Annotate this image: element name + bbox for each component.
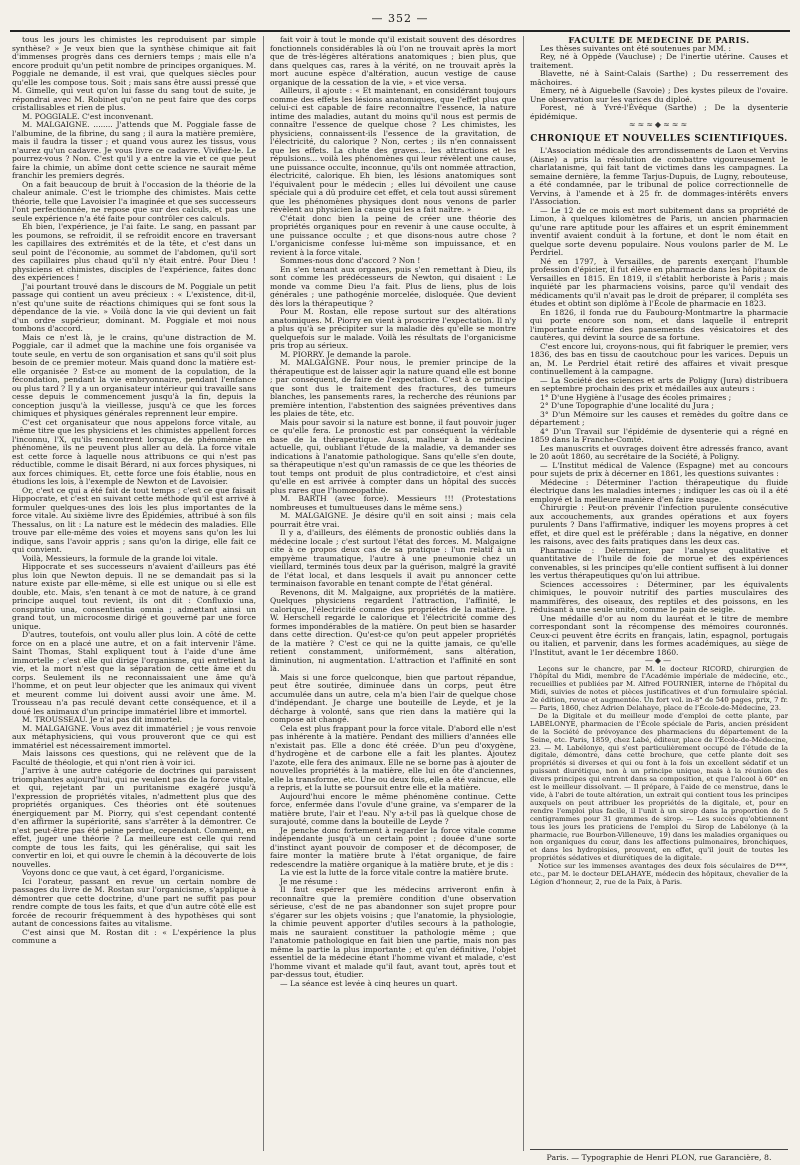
paragraph: Une médaille d'or au nom du lauréat et le titre de membre correspondant sont la récompense des mémoires couronnés. Ceux-ci peuvent être écrits en français, latin, espagnol, portugais ou italien, et parvenir, dans les formes académiques, au siège de l'Institut, avant le 1er décembre 1860. [530, 613, 788, 657]
paragraph: Forest, né à Yvré-l'Évêque (Sarthe) ; De la dysenterie épidémique. [530, 103, 788, 121]
paragraph: Notice sur les immenses avantages des deux fois séculaires de D***, etc., par M. le docteur DELAHAYE, médecin des hôpitaux, chevalier de la Légion d'honneur, 2, rue de la Paix, à Paris. [530, 862, 788, 886]
paragraph: 1° D'une Hygiène à l'usage des écoles primaires ; [540, 392, 732, 402]
paragraph: J'arrive à une autre catégorie de doctrines qui paraissent triomphantes aujourd'hui, qui ne veulent pas de la force vitale, et qui, rejetant par un puritanisme exagéré jusqu'à l'expression de propriétés vitales, n'admettent plus que des propriétés organiques. Ces théories ont été soutenues énergiquement par M. Piorry, qui s'est cependant contenté d'en affirmer la supériorité, sans s'arrêter à la démontrer. Ce n'est peut-être pas été peine perdue, cependant. Comment, en effet, juger une théorie ? La meilleure est celle qui rend compte de tous les faits, qui les généralise, qui sait les convertir en loi, et qui ouvre le chemin à la découverte de lois nouvelles. [12, 766, 256, 869]
paragraph: Or, c'est ce qui a été fait de tout temps ; c'est ce que faisait Hippocrate, et c'est en suivant cette méthode qu'il est arrivé à formuler quelques-unes des lois les plus importantes de la force vitale. Au sixième livre des Épidémies, attribué à son fils Thessalus, on lit : La nature est le médecin des maladies. Elle trouve par elle-même des voies et moyens sans qu'on les lui indique, sans l'avoir appris ; sans qu'on la dirige, elle fait ce qui convient. [12, 485, 256, 554]
paragraph: Je me résume : [280, 876, 338, 886]
paragraph: C'est encore lui, croyons-nous, qui fit fabriquer le premier, vers 1836, des bas en tissu de caoutchouc pour les varices. Depuis un an, M. Le Perdriel était retiré des affaires et vivait presque continuellement à la campagne. [530, 341, 788, 376]
paragraph: M. MALGAIGNE. Je désire qu'il en soit ainsi ; mais cela pourrait être vrai. [270, 511, 516, 529]
paragraph: Emery, né à Aiguebelle (Savoie) ; Des kystes pileux de l'ovaire. Une observation sur les varices du diploé. [530, 86, 788, 104]
paragraph: Blavette, né à Saint-Calais (Sarthe) ; Du resserrement des mâchoires. [530, 69, 788, 87]
paragraph: Les thèses suivantes ont été soutenues par MM. : [540, 43, 732, 53]
paragraph: C'était donc bien la peine de créer une théorie des propriétés organiques pour en revenir à une cause occulte, à une puissance occulte ; et que disons-nous autre chose ? L'organicisme confesse lui-même son impuissance, et en revient à la force vitale. [270, 213, 516, 257]
paragraph: M. MALGAIGNE. Pour nous, le premier principe de la thérapeutique est de laisser agir la nature quand elle est bonne ; par conséquent, de faire de l'expectation. C'est à ce principe que sont dus le traitement des fractures, des tumeurs blanches, les pansements rares, la recherche des réunions par première intention, l'abstention des saignées préventives dans les plaies de tête, etc. [270, 358, 516, 418]
paragraph: De la Digitale et du meilleur mode d'emploi de cette plante, par LABÉLONYE, pharmacien de l'École spéciale de Paris, ancien président de la Société de prévoyance des pharmaciens du département de la Seine, etc. Paris, 1859, chez Labé, éditeur, place de l'École-de-Médecine, 23. — M. Labélonye, qui s'est particulièrement occupé de l'étude de la digitale, démontre, dans cette brochure, que cette plante doit ses propriétés si diverses et qui ou font à la fois un excellent sédatif et un puissant diurétique, non à un principe unique, mais à la réunion des divers principes qui entrent dans sa composition, et que l'alcool à 60° en est le meilleur dissolvant. — Il prépare, à l'aide de ce menstrue, dans le vide, à l'abri de toute altération, un extrait qui contient tous les principes auxquels on peut attribuer les propriétés de la digitale, et, pour en rendre l'emploi plus facile, il l'unit à un sirop dans la proportion de 5 centigrammes pour 31 grammes de sirop. — Les succès qu'obtiennent tous les jours les praticiens de l'emploi du Sirop de Labélonye (à la pharmacie, rue Bourbon-Villeneuve, 19) dans les maladies organiques ou non organiques du cœur, dans les affections pulmonaires, bronchiques, et dans les hydropisies, prouvent, en effet, qu'il jouit de toutes les propriétés sédatives et diurétiques de la digitale. [530, 711, 788, 863]
paragraph: Pour M. Rostan, elle repose surtout sur des altérations anatomiques. M. Piorry en vient à proscrire l'expectation. Il n'y a plus qu'à se précipiter sur la maladie dès qu'elle se montre quelquefois sur le malade. Voilà les résultats de l'organicisme pris trop au sérieux. [270, 307, 516, 350]
paragraph: Sommes-nous donc d'accord ? Non ! [280, 256, 421, 265]
paragraph: Chirurgie : Peut-on prévenir l'infection purulente consécutive aux accouchements, aux grandes opérations et aux foyers purulents ? Dans l'affirmative, indiquer les moyens propres à cet effet, et dire quel est le préférable ; dans la négative, en donner les raisons, avec des faits pratiques dans les deux cas. [530, 503, 788, 546]
paragraph: M. MALGAIGNE. Vous avez dit immatériel ; je vous renvoie aux métaphysiciens, qui vous prouveront que ce qui est immatériel est nécessairement immortel. [12, 723, 256, 750]
paragraph: Médecine : Déterminer l'action thérapeutique du fluide électrique dans les maladies internes ; indiquer les cas où il a été employé et la meilleure manière d'en faire usage. [530, 477, 788, 504]
paragraph: M. PIORRY. Je demande la parole. [280, 349, 411, 359]
paragraph: — Le 12 de ce mois est mort subitement dans sa propriété de Limon, à quelques kilomètres de Paris, un ancien pharmacien qu'une rare aptitude pour les affaires et un esprit éminemment inventif avaient conduit à la fortune, et dont le nom était en quelque sorte devenu populaire. Nous voulons parler de M. Le Perdriel. [530, 205, 788, 257]
paragraph: — La séance est levée à cinq heures un quart. [280, 978, 458, 988]
paragraph: La vie est la lutte de la force vitale contre la matière brute. [280, 868, 509, 877]
paragraph: 4° D'un Travail sur l'épidémie de dysenterie qui a régné en 1859 dans la Franche-Comté. [530, 426, 788, 444]
paragraph: Voyons donc ce que vaut, à cet égard, l'organicisme. [22, 868, 225, 877]
paragraph: Mais laissons ces questions, qui ne relèvent que de la Faculté de théologie, et qui n'ont rien à voir ici. [12, 749, 256, 767]
paragraph: Aujourd'hui encore le même phénomène continue. Cette force, enfermée dans l'ovule d'une graine, va s'emparer de la matière brute, l'air et l'eau. N'y a-t-il pas là quelque chose de surajouté, comme dans la bouteille de Leyde ? [270, 791, 516, 826]
chronicle-section-title: CHRONIQUE ET NOUVELLES SCIENTIFIQUES. [530, 133, 788, 144]
paragraph: Je penche donc fortement à regarder la force vitale comme indépendante jusqu'à un certain point ; douée d'une sorte d'instinct ayant pouvoir de composer et de décomposer, de faire monter la matière brute à l'état organique, de faire redescendre la matière organique à la matière brute, et je dis : [270, 825, 516, 869]
printer-imprint: Paris. — Typographie de Henri PLON, rue Garancière, 8. [546, 1153, 772, 1162]
paragraph: 3° D'un Mémoire sur les causes et remèdes du goître dans ce département ; [530, 409, 788, 427]
paragraph: Mais ce n'est là, je le crains, qu'une distraction de M. Poggiale, car il admet que la machine une fois organisée va toute seule, en vertu de son organisation et sans qu'il soit plus besoin de ce premier moteur. Mais quand donc la matière est-elle organisée ? Est-ce au moment de la copulation, de la fécondation, pendant la vie embryonnaire, pendant l'enfance ou plus tard ? Il y a un organisateur intérieur qui travaille sans cesse depuis le commencement jusqu'à la fin, depuis la conception jusqu'à la vieillesse, jusqu'à ce que les forces chimiques et physiques générales reprennent leur empire. [12, 332, 256, 418]
paragraph: — L'Institut médical de Valence (Espagne) met au concours pour sujets de prix à décerner en 1861, les questions suivantes : [530, 460, 788, 478]
paragraph: Les manuscrits et ouvrages doivent être adressés franco, avant le 20 août 1860, au secrétaire de la Société, à Poligny. [530, 443, 788, 461]
paragraph: — La Société des sciences et arts de Poligny (Jura) distribuera en septembre prochain des prix et médailles aux auteurs : [530, 375, 788, 393]
section-ornament: —◆— [644, 656, 674, 665]
paragraph: Rey, né à Oppède (Vaucluse) ; De l'inertie utérine. Causes et traitement. [530, 52, 788, 70]
paragraph: M. BARTH (avec force). Messieurs !!! (Protestations nombreuses et tumultueuses dans le même sens.) [270, 494, 516, 512]
paragraph: C'est cet organisateur que nous appelons force vitale, au même titre que les physiciens et les chimistes appellent forces l'inconnu, l'X, qu'ils rencontrent lorsque, de phénomène en phénomène, ils ne peuvent plus aller au delà. La force vitale est cette force à laquelle nous attribuons ce qui n'est pas réductible, comme le disait Bérard, ni aux forces physiques, ni aux forces chimiques. Et, cette force une fois établie, nous en étudions les lois, à l'exemple de Newton et de Lavoisier. [12, 417, 256, 486]
paragraph: Eh bien, l'expérience, je l'ai faite. Le sang, en passant par les poumons, se refroidit, il se refroidit encore en traversant les capillaires des extrémités et de la tête, et c'est dans un seul point de l'économie, au sommet de l'abdomen, qu'il sort des capillaires plus chaud qu'il n'y était entré. Pour Dieu ! physiciens et chimistes, disciples de l'expérience, faites donc des expériences ! [12, 222, 256, 282]
paragraph: Mais pour savoir si la nature est bonne, il faut pouvoir juger ce qu'elle fera. Le pronostic est par conséquent la véritable base de la thérapeutique. Aussi, malheur à la médecine actuelle, qui, oubliant l'étude de la maladie, va demander ses indications à l'anatomie pathologique. Sans qu'elle s'en doute, sa thérapeutique n'est qu'un ramassis de ce que les théories de tout temps ont produit de plus contradictoire, et c'est ainsi qu'elle en est arrivée à compter dans un hôpital des succès plus rares que l'homœopathie. [270, 417, 516, 495]
paragraph: Né en 1797, à Versailles, de parents exerçant l'humble profession d'épicier, il fut élève en pharmacie dans les hôpitaux de Versailles en 1815. En 1819, il s'établit herboriste à Paris ; mais inquiété par les pharmaciens voisins, parce qu'il vendait des médicaments qu'il n'avait pas le droit de préparer, il compléta ses études et obtint son diplôme à l'École de pharmacie en 1823. [530, 256, 788, 308]
paragraph: Sciences accessoires : Déterminer, par les équivalents chimiques, le pouvoir nutritif des parties musculaires des mammifères, des oiseaux, des reptiles et des poissons, en les réduisant à une seule unité, comme le pain de seigle. [530, 579, 788, 614]
faculty-section-title: FACULTÉ DE MÉDECINE DE PARIS. [568, 36, 750, 45]
paragraph: Hippocrate et ses successeurs n'avaient d'ailleurs pas été plus loin que Newton depuis. Il ne se demandait pas si la nature existe par elle-même, si elle est unique ou si elle est double, etc. Mais, s'en tenant à ce mot de nature, à ce grand principe auquel tout revient, ils ont dit : Confluxio una, conspiratio una, consentientia omnia ; admettant ainsi un grand tout, un microcosme dirigé et gouverné par une force unique. [12, 562, 256, 631]
paragraph: En s'en tenant aux organes, puis s'en remettant à Dieu, ils sont comme les prédécesseurs de Newton, qui disaient : Le monde va comme Dieu l'a fait. Plus de liens, plus de lois générales ; une pathogénie morcelée, disloquée. Que devient dès lors la thérapeutique ? [270, 264, 516, 308]
imprint-rule [530, 1149, 788, 1150]
paragraph: M. POGGIALE. C'est inconvenant. [22, 111, 154, 121]
section-ornament: ≈≈≈◆≈≈≈ [628, 120, 690, 129]
column-middle [270, 36, 516, 1156]
header-rule [10, 30, 790, 32]
paragraph: En 1826, il fonda rue du Faubourg-Montmartre la pharmacie qui porte encore son nom, et dans laquelle il entreprit l'importante réforme des pansements des vésicatoires et des cautères, qui devint la source de sa fortune. [530, 307, 788, 342]
paragraph: On a fait beaucoup de bruit à l'occasion de la théorie de la chaleur animale. C'est le triomphe des chimistes. Mais cette théorie, telle que Lavoisier l'a imaginée et que ses successeurs l'ont perfectionnée, ne repose que sur des calculs, et pas une seule expérience n'a été faite pour contrôler ces calculs. [12, 179, 256, 223]
paragraph: J'ai pourtant trouvé dans le discours de M. Poggiale un petit passage qui contient un aveu précieux : « L'existence, dit-il, n'est qu'une suite de réactions chimiques qui se font sous la dépendance de la vie. » Voilà donc la vie qui devient un fait d'un ordre supérieur, dominant. M. Poggiale et moi nous tombons d'accord. [12, 281, 256, 333]
paragraph: M. TROUSSEAU. Je n'ai pas dit immortel. [22, 715, 183, 724]
paragraph: Cela est plus frappant pour la force vitale. D'abord elle n'est pas inhérente à la matière. Pendant des milliers d'années elle n'existait pas. Elle a donc été créée. D'un peu d'oxygène, d'hydrogène et de carbone elle a fait les plantes. Ajoutez l'azote, elle fera des animaux. Elle ne se borne pas à ajouter de nouvelles propriétés à la matière, elle lui en ôte d'anciennes, elle la transforme, etc. Une ou deux fois, elle a été vaincue, elle a repris, et la lutte se poursuit entre elle et la matière. [270, 723, 516, 792]
paragraph: Ailleurs, il ajoute : « Et maintenant, en considérant toujours comme des effets les lésions anatomiques, que l'effet plus que celui-ci est capable de faire reconnaître l'essence, la nature intime des maladies, autant du moins qu'il nous est permis de connaître l'essence de quelque chose ? Les chimistes, les physiciens, connaissent-ils l'essence de la gravitation, de l'électricité, du calorique ? Non, certes ; ils n'en connaissent que les effets. La chute des graves... les attractions et les répulsions... voilà les phénomènes qui leur révèlent une cause, une puissance occulte, inconnue, qu'ils ont nommée attraction, électricité, calorique. Eh bien, les lésions anatomiques sont l'équivalent pour le médecin ; elles lui dévoilent une cause spéciale qui a dû produire cet effet, et cela tout aussi sûrement que les phénomènes physiques dont nous venons de parler révèlent au physicien la cause qui les a fait naître. » [270, 86, 516, 214]
paragraph: D'autres, toutefois, ont voulu aller plus loin. A côté de cette force on en a placé une autre, et on a fait intervenir l'âme. Saint Thomas, Stahl expliquent tout à l'aide d'une âme immortelle ; c'est elle qui dirige l'organisme, qui entretient la vie, et la mort n'est que la séparation de cette âme et du corps. Seulement ils ne reconnaissaient une âme qu'à l'homme, et on peut leur objecter que les animaux qui vivent et meurent comme lui doivent aussi avoir une âme. M. Trousseau n'a pas reculé devant cette conséquence, et il a doué les animaux d'un principe immatériel libre et immortel. [12, 630, 256, 716]
paragraph: Revenons, dit M. Malgaigne, aux propriétés de la matière. Quelques physiciens regardent l'attraction, l'affinité, le calorique, l'électricité comme des propriétés de la matière. J. W. Herschell regarde le calorique et l'électricité comme des formes impondérables de la matière. On peut bien se hasarder dans cette direction. Qu'est-ce qu'on peut appeler propriétés de la matière ? C'est ce qui ne la quitte jamais, ce qu'elle retient constamment, uniformément, sans altération, diminution, ni augmentation. L'attraction et l'affinité en sont là. [270, 587, 516, 673]
paragraph: Il y a, d'ailleurs, des éléments de pronostic oubliés dans la médecine locale ; c'est surtout l'état des forces. M. Malgaigne cite à ce propos deux cas de sa pratique : l'un relatif à un empyème traumatique, l'autre à une pneumonie chez un vieillard, terminés tous deux par la guérison, malgré la gravité de l'état local, et dans lesquels il avait pu annoncer cette terminaison favorable en tenant compte de l'état général. [270, 528, 516, 588]
bibliography-notices [530, 666, 788, 887]
column-divider [523, 36, 524, 1151]
column-divider [263, 36, 264, 1151]
paragraph: fait voir à tout le monde qu'il existait souvent des désordres fonctionnels considérables là où l'on ne trouvait après la mort que de très-légères altérations anatomiques ; bien plus, que dans quelques cas, rares à la vérité, on ne trouvait après la mort aucune espèce d'altération, aucun vestige de cause organique de la cessation de la vie, » et vice versa. [270, 36, 516, 87]
column-left [12, 36, 256, 1156]
paragraph: Ici l'orateur, passant en revue un certain nombre de passages du livre de M. Rostan sur l'organicisme, s'applique à démontrer que cette doctrine, d'une part ne suffit pas pour rendre compte de tous les faits, et que d'un autre côté elle est forcée de recourir fréquemment à des hypothèses qui sont autant de concessions faites au vitalisme. [12, 876, 256, 928]
paragraph: M. MALGAIGNE. ........ J'attends que M. Poggiale fasse de l'albumine, de la fibrine, du sang ; il aura la matière première, mais il faudra la tisser ; et quand vous aurez les tissus, vous n'aurez qu'un cadavre. Je vous livre ce cadavre. Vivifiez-le. Le pourrez-vous ? Non. C'est qu'il y a entre la vie et ce que peut faire la chimie, un abîme dont cette science ne saurait même franchir les premiers degrés. [12, 120, 256, 180]
paragraph: Voilà, Messieurs, la formule de la grande loi vitale. [22, 553, 218, 563]
faculty-theses [530, 45, 788, 122]
paragraph: Pharmacie : Déterminer, par l'analyse qualitative et quantitative de l'huile de foie de morue et des expériences convenables, si les principes qu'elle contient suffisent à lui donner les vertus thérapeutiques qu'on lui attribue. [530, 545, 788, 580]
column-right [530, 36, 788, 1151]
paragraph: Il faut espérer que les médecins arriveront enfin à reconnaître que la première condition d'une observation sérieuse, c'est de ne pas abandonner son sujet propre pour s'égarer sur les objets voisins ; que l'anatomie, la physiologie, la chimie peuvent apporter d'utiles secours à la pathologie, mais ne sauraient constituer la pathologie même ; que l'anatomie pathologique en fait bien une partie, mais non pas même la partie la plus importante ; et qu'en définitive, l'objet essentiel de la médecine étant l'homme vivant et malade, c'est l'homme vivant et malade qu'il faut, avant tout, après tout et par-dessus tout, étudier. [270, 885, 516, 979]
paragraph: tous les jours les chimistes les reproduisent par simple synthèse? » Je veux bien que la synthèse chimique ait fait d'immenses progrès dans ces derniers temps ; mais elle n'a encore produit qu'un petit nombre de principes organiques. M. Poggiale ne demande, il est vrai, que quelques siècles pour qu'elle les compose tous. Soit ; mais sans être aussi pressé que M. Gimelle, qui veut qu'on lui fasse du sang tout de suite, je répondrai avec M. Robinet qu'on ne peut faire que des corps cristallisables et rien de plus. [12, 36, 256, 112]
page-number: — 352 — [371, 12, 429, 25]
paragraph: C'est ainsi que M. Rostan dit : « L'expérience la plus commune a [12, 927, 256, 945]
chronicle-news [530, 147, 788, 657]
paragraph: Mais si une force quelconque, bien que partout répandue, peut être soutirée, diminuée dans un corps, peut être accumulée dans un autre, cela m'a bien l'air de quelque chose d'indépendant. Je charge une bouteille de Leyde, et je la décharge à volonté, sans que rien dans la matière qui la compose ait changé. [270, 672, 516, 724]
paragraph: Leçons sur le chancre, par M. le docteur RICORD, chirurgien de l'hôpital du Midi, membre de l'Académie impériale de médecine, etc., recueillies et publiées par M. Alfred FOURNIER, interne de l'hôpital du Midi, suivies de notes et pièces justificatives et d'un formulaire spécial. 2e édition, revue et augmentée. Un fort vol. in-8° de 540 pages, prix, 7 fr. — Paris, 1860, chez Adrien Delahaye, place de l'École-de-Médecine, 23. [530, 664, 788, 713]
paragraph: L'Association médicale des arrondissements de Laon et Vervins (Aisne) a pris la résolution de combattre vigoureusement le charlatanisme, qui fait tant de victimes dans les campagnes. La semaine dernière, la femme Tarjus-Dupuis, de Lugny, rebouteuse, a été condamnée, par le tribunal de police correctionnelle de Vervins, à l'amende et à 25 fr. de dommages-intérêts envers l'Association. [530, 146, 788, 206]
paragraph: 2° D'une Topographie d'une localité du Jura ; [540, 401, 714, 410]
